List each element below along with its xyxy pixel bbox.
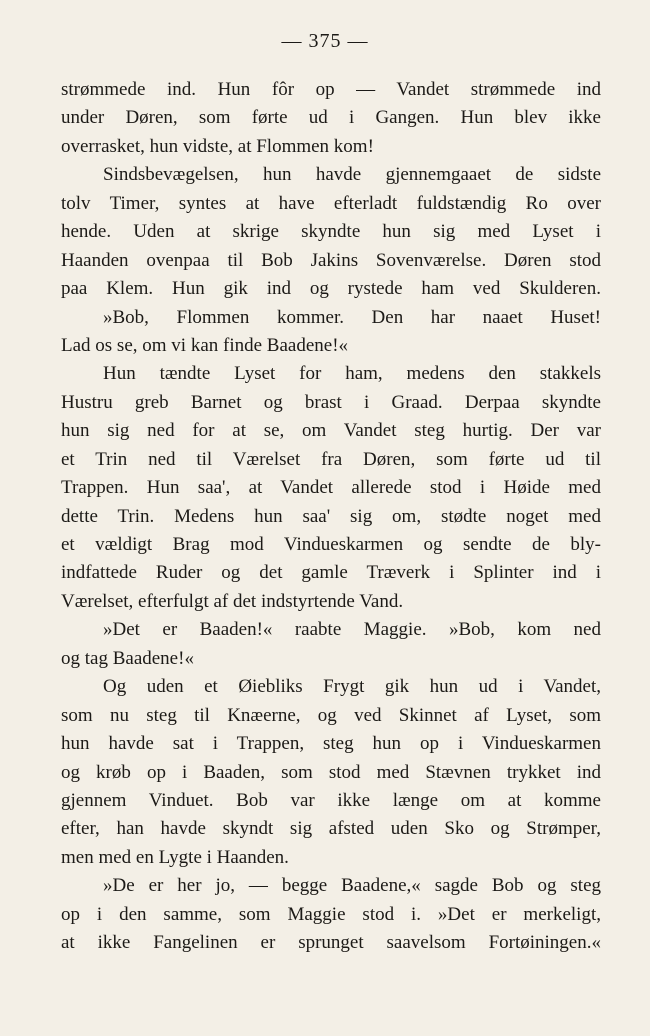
- text-line: Haanden ovenpaa til Bob Jakins Sovenværelse. Døren stod: [61, 249, 601, 271]
- text-line: Værelset, efterfulgt af det indstyrtende Vand.: [61, 590, 404, 612]
- text-line: et vældigt Brag mod Vindueskarmen og sendte de bly-: [61, 534, 601, 555]
- text-line: hun sig ned for at se, om Vandet steg hurtig. Der var: [61, 420, 601, 442]
- page-number: — 375 —: [281, 30, 369, 52]
- text-line: Hun tændte Lyset for ham, medens den stakkels: [103, 363, 601, 385]
- body-text: [61, 76, 601, 958]
- text-line: Trappen. Hun saa', at Vandet allerede stod i Høide med: [61, 477, 601, 499]
- text-line: tolv Timer, syntes at have efterladt fuldstændig Ro over: [61, 192, 601, 214]
- text-line: gjennem Vinduet. Bob var ikke længe om at komme: [61, 789, 601, 811]
- text-line: indfattede Ruder og det gamle Træverk i Splinter ind i: [61, 562, 601, 584]
- text-line: et Trin ned til Værelset fra Døren, som førte ud til: [61, 448, 601, 470]
- text-line: strømmede ind. Hun fôr op — Vandet strømmede ind: [61, 79, 601, 100]
- text-line: overrasket, hun vidste, at Flommen kom!: [61, 135, 374, 157]
- text-line: »De er her jo, — begge Baadene,« sagde Bob og steg: [103, 875, 601, 897]
- text-line: som nu steg til Knæerne, og ved Skinnet af Lyset, som: [61, 704, 601, 726]
- text-line: Lad os se, om vi kan finde Baadene!«: [61, 334, 349, 356]
- text-line: Sindsbevægelsen, hun havde gjennemgaaet de sidste: [103, 164, 601, 186]
- text-line: »Det er Baaden!« raabte Maggie. »Bob, kom ned: [103, 619, 601, 641]
- text-line: under Døren, som førte ud i Gangen. Hun blev ikke: [61, 107, 601, 129]
- text-line: men med en Lygte i Haanden.: [61, 846, 289, 868]
- text-line: dette Trin. Medens hun saa' sig om, stødte noget med: [61, 505, 601, 527]
- text-line: hun havde sat i Trappen, steg hun op i Vindueskarmen: [61, 733, 601, 755]
- text-line: og tag Baadene!«: [61, 647, 194, 669]
- text-line: »Bob, Flommen kommer. Den har naaet Huset!: [103, 306, 601, 328]
- text-line: Og uden et Øiebliks Frygt gik hun ud i Vandet,: [103, 676, 601, 698]
- text-line: og krøb op i Baaden, som stod med Stævnen trykket ind: [61, 761, 601, 783]
- text-line: at ikke Fangelinen er sprunget saavelsom Fortøiningen.«: [61, 932, 601, 954]
- text-line: op i den samme, som Maggie stod i. »Det er merkeligt,: [61, 903, 601, 925]
- text-line: efter, han havde skyndt sig afsted uden Sko og Strømper,: [61, 818, 601, 840]
- text-line: Hustru greb Barnet og brast i Graad. Derpaa skyndte: [61, 391, 601, 413]
- text-line: hende. Uden at skrige skyndte hun sig med Lyset i: [61, 221, 601, 243]
- text-line: paa Klem. Hun gik ind og rystede ham ved Skulderen.: [61, 278, 601, 300]
